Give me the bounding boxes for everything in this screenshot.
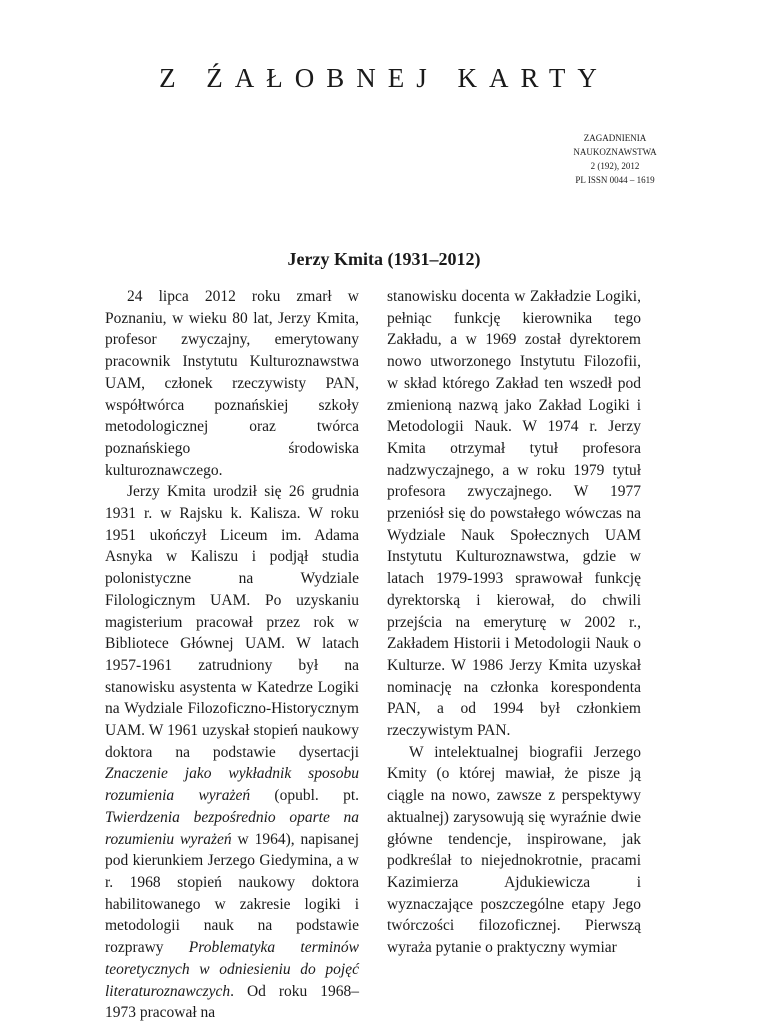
journal-name-line1: ZAGADNIENIA bbox=[583, 133, 647, 143]
text-run: Jerzy Kmita urodził się 26 grudnia 1931 r. w Rajsku k. Kalisza. W roku 1951 ukończył Liceum im. Adama Asnyka w Kaliszu i podjął studia polonistyczne na Wydziale Filologicznym UAM. Po uzyskaniu magisterium pracował przez rok w Bibliotece Głównej UAM. W latach 1957-1961 zatrudniony był na stanowisku asystenta w Katedrze Logiki na Wydziale Filozoficzno-Historycznym UAM. W 1961 uzyskał stopień naukowy doktora na podstawie dysertacji bbox=[105, 483, 359, 761]
right-column bbox=[387, 286, 641, 959]
paragraph bbox=[105, 481, 359, 1024]
left-column bbox=[105, 286, 359, 1024]
text-run: . Od roku 1968–1973 pracował na bbox=[105, 982, 359, 1022]
paragraph: stanowisku docenta w Zakładzie Logiki, pełniąc funkcję kierownika tego Zakładu, a w 1969 został dyrektorem nowo utworzonego Instytutu Filozofii, w skład którego Zakład ten wszedł pod zmienioną nazwą jako Zakład Logiki i Metodologii Nauk. W 1974 r. Jerzy Kmita otrzymał tytuł profesora nadzwyczajnego, a w roku 1979 tytuł profesora zwyczajnego. W 1977 przeniósł się do powstałego wówczas na Wydziale Nauk Społecznych UAM Instytutu Kulturoznawstwa, gdzie w latach 1979-1993 sprawował funkcję dyrektorską i kierował, do chwili przejścia na emeryturę w 2002 r., Zakładem Historii i Metodologii Nauk o Kulturze. W 1986 Jerzy Kmita uzyskał nominację na członka korespondenta PAN, a od 1994 był członkiem rzeczywistym PAN. bbox=[387, 288, 641, 740]
italic-title: Znaczenie jako wykładnik sposobu rozumienia wyrażeń bbox=[105, 765, 359, 805]
text-run: w 1964), napisanej pod kierunkiem Jerzego Giedymina, a w r. 1968 stopień naukowy doktora habilitowanego w zakresie logiki i metodologii nauk na podstawie rozprawy bbox=[105, 830, 359, 957]
journal-info bbox=[540, 131, 690, 187]
italic-title: Twierdzenia bezpośrednio oparte na rozumieniu wyrażeń bbox=[105, 808, 359, 848]
text-run: (opubl. pt. bbox=[250, 787, 359, 805]
article-title: Jerzy Kmita (1931–2012) bbox=[287, 249, 481, 269]
paragraph: W intelektualnej biografii Jerzego Kmity (o której mawiał, że pisze ją ciągle na nowo, zawsze z perspektywy aktualnej) zarysowują się wyraźnie dwie główne tendencje, inspirowane, jak podkreślał to niejednokrotnie, pracami Kazimierza Ajdukiewicza i wyznaczające poszczególne etapy Jego twórczości filozoficznej. Pierwszą wyraża pytanie o praktyczny wymiar bbox=[387, 743, 641, 957]
journal-issue: 2 (192), 2012 bbox=[590, 161, 640, 171]
italic-title: Problematyka terminów teoretycznych w odniesieniu do pojęć literaturoznawczych bbox=[105, 939, 359, 1000]
paragraph: 24 lipca 2012 roku zmarł w Poznaniu, w wieku 80 lat, Jerzy Kmita, profesor zwyczajny, emerytowany pracownik Instytutu Kulturoznawstwa UAM, członek rzeczywisty PAN, współtwórca poznańskiej szkoły metodologicznej oraz twórca poznańskiego środowiska kulturoznawczego. bbox=[105, 288, 359, 479]
journal-name-line2: NAUKOZNAWSTWA bbox=[573, 147, 657, 157]
section-title: Z ŹAŁOBNEJ KARTY bbox=[159, 63, 609, 93]
journal-issn: PL ISSN 0044 – 1619 bbox=[575, 175, 655, 185]
